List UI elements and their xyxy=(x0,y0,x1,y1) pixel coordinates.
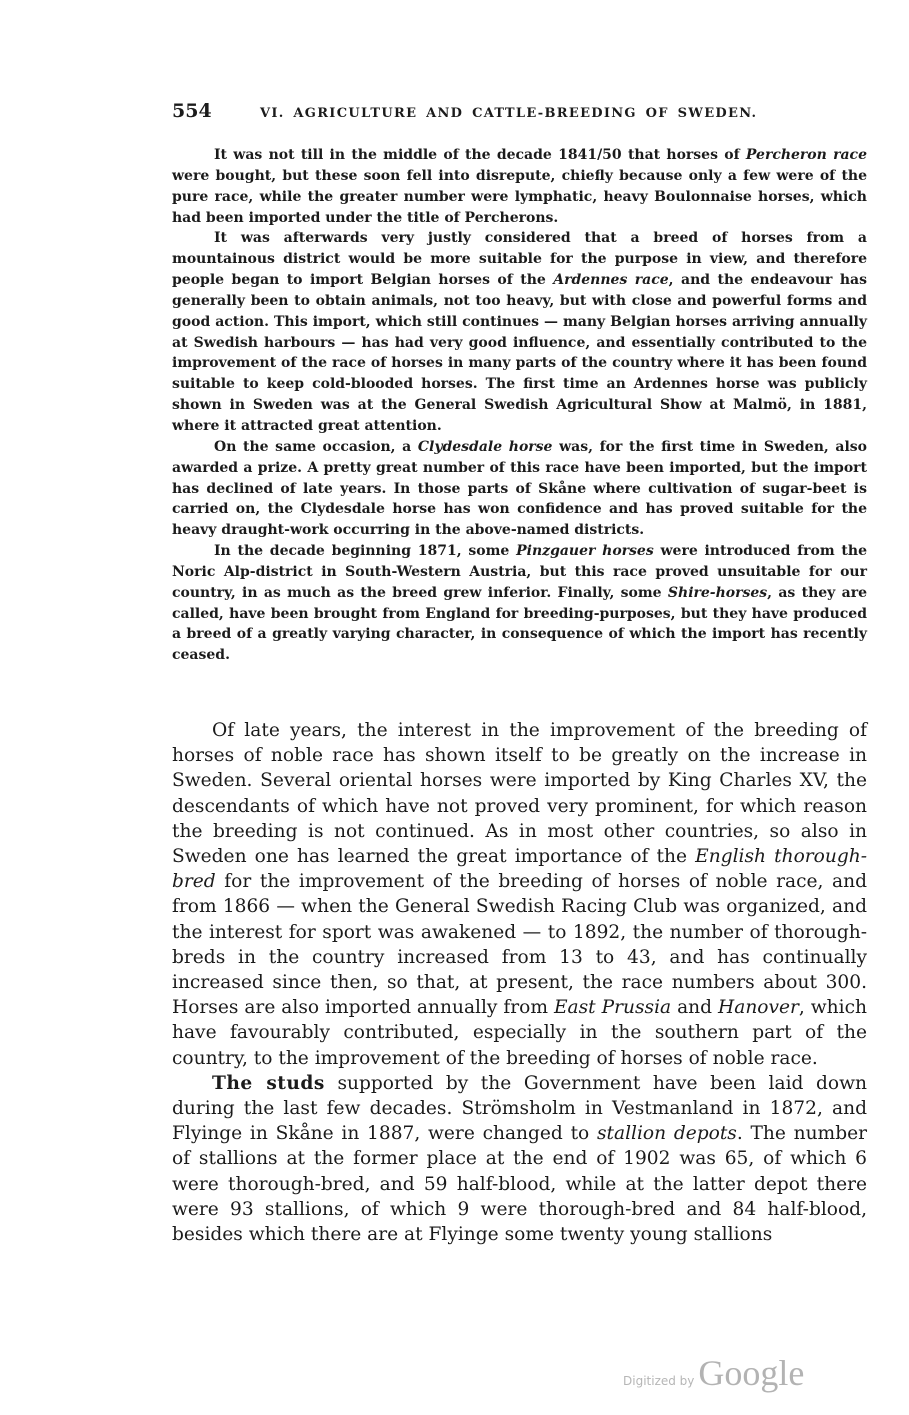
small-print-section xyxy=(172,145,867,666)
text-run: , which have favourably contributed, especially in the southern part of the country, to the improvement of the breeding of horses of noble race. xyxy=(172,997,867,1069)
digitized-by-google-watermark xyxy=(623,1352,804,1394)
running-title: VI. AGRICULTURE AND CATTLE-BREEDING OF SWEDEN. xyxy=(260,106,758,121)
text-run: On the same occasion, a xyxy=(214,438,418,455)
italic-term-percheron: Percheron race xyxy=(745,147,867,163)
text-run: were introduced from the Noric Alp-district in South-Western Austria, but this race proved unsuitable for our country, in as much as the breed grew inferior. Finally, some xyxy=(172,543,867,601)
text-run: , and the endeavour has generally been to obtain animals, not too heavy, but with close and powerful forms and good action. This import, which still continues — many Belgian horses arriving annually at Swedish harbours — has had very good influence, and essentially contributed to the improvement of the race of horses in many parts of the country where it has been found suitable to keep cold-blooded horses. The first time an Ardennes horse was publicly shown in Sweden was at the General Swedish Agricultural Show at Malmö, in 1881, where it attracted great attention. xyxy=(172,272,867,434)
text-run: . The number of stallions at the former place at the end of 1902 was 65, of which 6 were thorough-bred, and 59 half-blood, while at the latter depot there were 93 stallions, of which 9 were thorough-bred and 84 half-blood, besides which there are at Flyinge some twenty young stallions xyxy=(172,1123,867,1246)
italic-term-hanover: Hanover xyxy=(718,997,799,1019)
paragraph-ardennes xyxy=(172,228,867,436)
bold-lead-studs: The studs xyxy=(212,1072,325,1094)
page-number: 554 xyxy=(172,100,212,122)
text-run: , as they are called, have been brought from England for breeding-purposes, but they have produced a breed of a greatly varying character, in consequence of which the import has recently ceased. xyxy=(172,584,867,664)
paragraph-clydesdale xyxy=(172,437,867,541)
text-run: were bought, but these soon fell into disrepute, chiefly because only a few were of the pure race, while the greater number were lymphatic, heavy Boulonnaise horses, which had been imported under the title of Percherons. xyxy=(172,167,867,226)
paragraph-noble-race xyxy=(172,718,867,1071)
italic-term-stallion-depots: stallion depots xyxy=(596,1123,737,1145)
text-run: and xyxy=(671,997,719,1019)
italic-term-shire: Shire-horses xyxy=(667,584,768,601)
watermark-prefix: Digitized by xyxy=(623,1374,695,1388)
italic-term-thoroughbred: English thorough-bred xyxy=(172,846,867,893)
text-run: In the decade beginning 1871, some xyxy=(214,543,517,560)
italic-term-ardennes: Ardennes race xyxy=(553,272,669,289)
google-logo: Google xyxy=(698,1353,805,1393)
italic-term-east-prussia: East Prussia xyxy=(553,997,672,1019)
page-header xyxy=(172,100,867,122)
italic-term-pinzgauer: Pinzgauer horses xyxy=(516,543,654,560)
main-print-section xyxy=(172,718,867,1247)
paragraph-pinzgauer xyxy=(172,541,867,666)
paragraph-studs xyxy=(172,1071,867,1247)
text-run: for the improvement of the breeding of horses of noble race, and from 1866 — when the General Swedish Racing Club was organized, and the interest for sport was awakened — to 1892, the number of thorough-breds in the country increased from 13 to 43, and has continually increased since then, so that, at present, the race numbers about 300. Horses are also imported annually from xyxy=(172,871,867,1019)
text-run: It was not till in the middle of the decade 1841/50 that horses of xyxy=(214,147,746,163)
text-run: Of late years, the interest in the improvement of the breeding of horses of noble race has shown itself to be greatly on the increase in Sweden. Several oriental horses were imported by King Charles XV, the descendants of which have not proved very prominent, for which reason the breeding is not continued. As in most other countries, so also in Sweden one has learned the great importance of the xyxy=(172,720,867,868)
text-run: supported by the Government have been laid down during the last few decades. Strömsholm in Vestmanland in 1872, and Flyinge in Skåne in 1887, were changed to xyxy=(172,1072,867,1145)
text-run: It was afterwards very justly considered that a breed of horses from a mountainous district would be more suitable for the purpose in view, and therefore people began to import Belgian horses of the xyxy=(172,230,867,289)
text-run: was, for the first time in Sweden, also awarded a prize. A pretty great number of this race have been imported, but the import has declined of late years. In those parts of Skåne where cultivation of sugar-beet is carried on, the Clydesdale horse has won confidence and has proved suitable for the heavy draught-work occurring in the above-named districts. xyxy=(172,438,867,539)
paragraph-percheron xyxy=(172,145,867,228)
italic-term-clydesdale: Clydesdale horse xyxy=(417,438,553,455)
